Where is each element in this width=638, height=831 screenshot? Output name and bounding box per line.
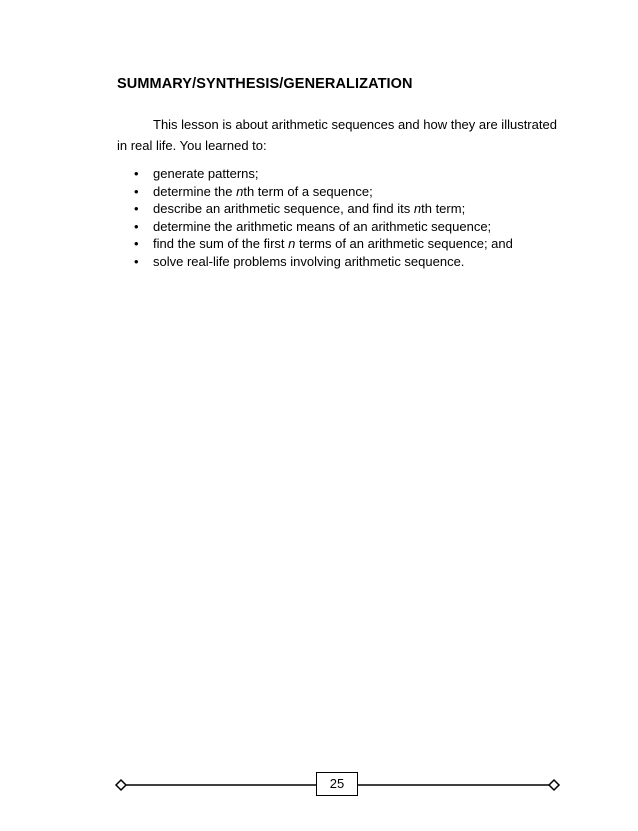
intro-paragraph [117,114,563,156]
page-number: 25 [316,772,358,796]
bullet-icon: • [134,183,139,199]
intro-line-1: This lesson is about arithmetic sequences and how they are illustrated [153,117,557,132]
bullet-icon: • [134,236,139,252]
bullet-icon: • [134,253,139,269]
intro-line-2: in real life. You learned to: [117,138,267,153]
section-heading: SUMMARY/SYNTHESIS/GENERALIZATION [117,76,413,92]
list-item-text: find the sum of the first n terms of an arithmetic sequence; and [153,236,513,252]
list-item-text: determine the nth term of a sequence; [153,183,373,199]
list-item-text: determine the arithmetic means of an arithmetic sequence; [153,218,492,234]
bullet-icon: • [134,218,139,234]
list-item-text: describe an arithmetic sequence, and find its nth term; [153,201,466,217]
bullet-icon: • [134,201,139,217]
diamond-left-icon [116,780,126,790]
list-item-text: generate patterns; [153,166,259,181]
list-item-text: solve real-life problems involving arithmetic sequence. [153,253,465,269]
diamond-right-icon [549,780,559,790]
bullet-icon: • [134,166,139,181]
